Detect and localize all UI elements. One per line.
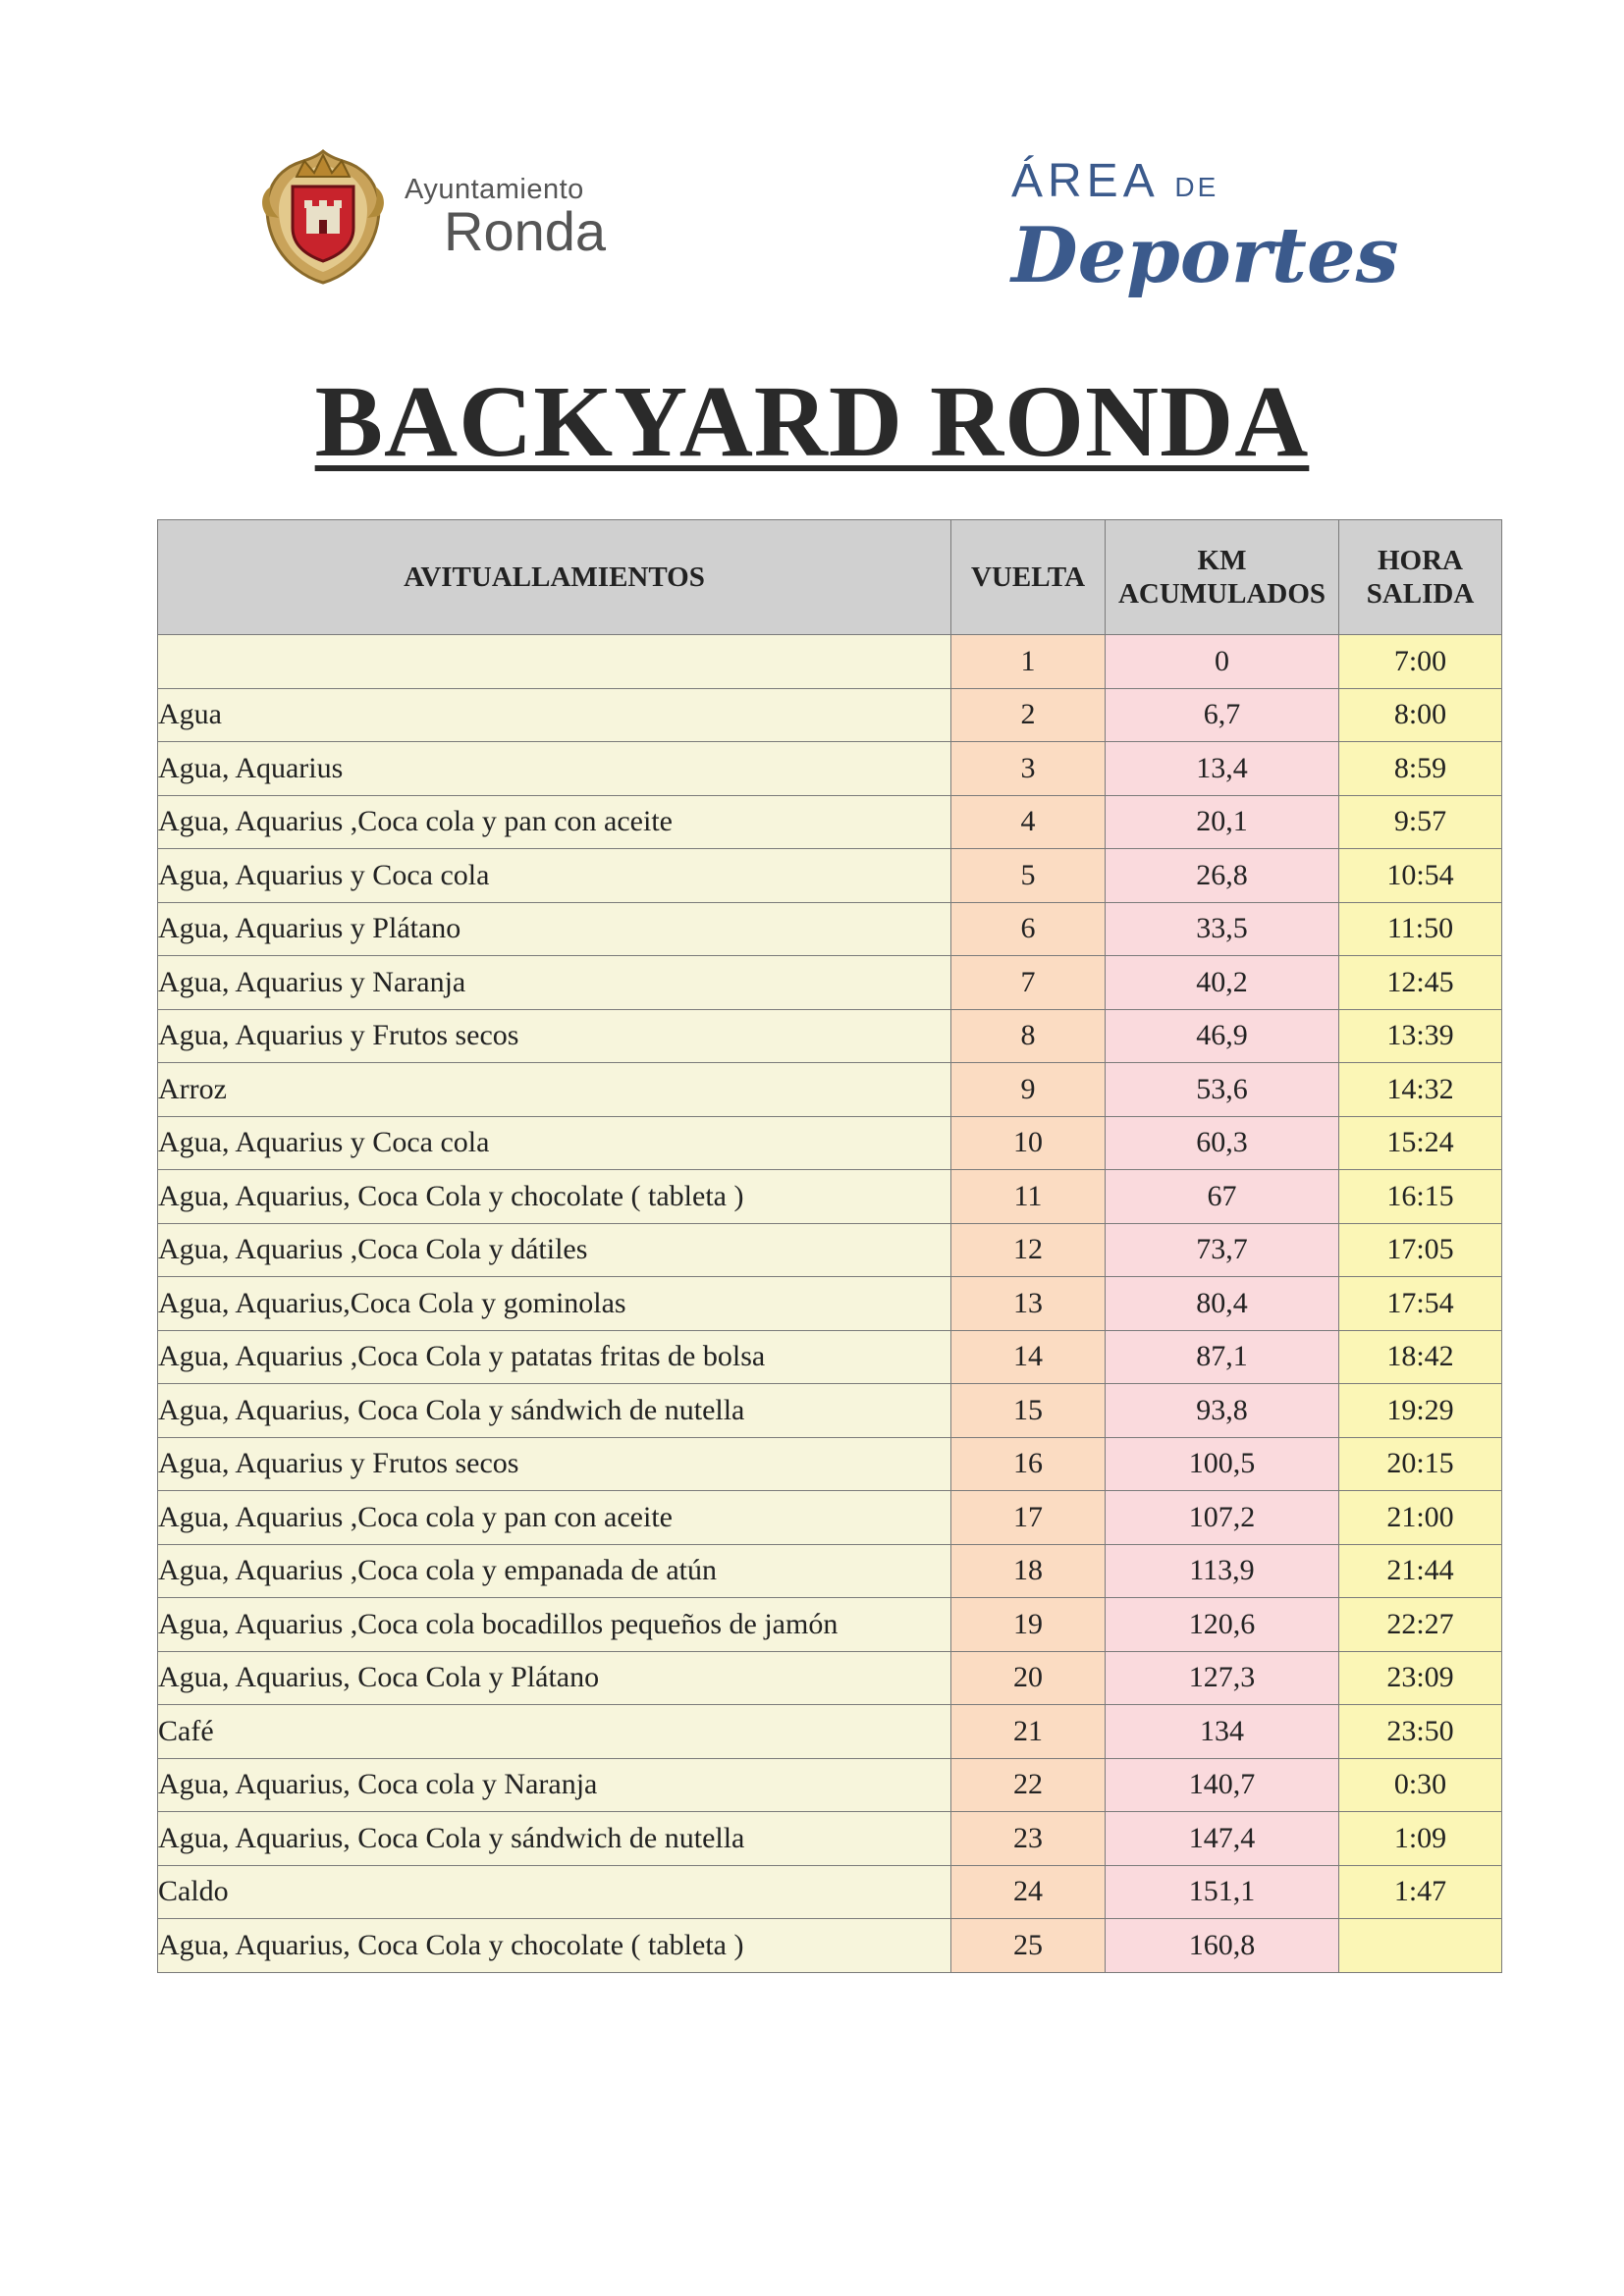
cell-lap: 9 bbox=[951, 1063, 1106, 1117]
table-row bbox=[158, 1865, 1502, 1919]
table-row bbox=[158, 1116, 1502, 1170]
cell-food: Agua, Aquarius y Frutos secos bbox=[158, 1009, 951, 1063]
cell-km: 80,4 bbox=[1106, 1277, 1339, 1331]
ayuntamiento-ronda-logo bbox=[257, 147, 670, 285]
table-row bbox=[158, 1812, 1502, 1866]
deportes-label: Deportes bbox=[1011, 211, 1399, 300]
cell-hour: 20:15 bbox=[1339, 1437, 1502, 1491]
cell-lap: 8 bbox=[951, 1009, 1106, 1063]
cell-hour bbox=[1339, 1919, 1502, 1973]
cell-hour: 19:29 bbox=[1339, 1384, 1502, 1438]
cell-food: Agua, Aquarius y Coca cola bbox=[158, 1116, 951, 1170]
cell-lap: 22 bbox=[951, 1758, 1106, 1812]
cell-lap: 25 bbox=[951, 1919, 1106, 1973]
cell-hour: 16:15 bbox=[1339, 1170, 1502, 1224]
header-hour-line2: SALIDA bbox=[1366, 578, 1475, 610]
cell-km: 46,9 bbox=[1106, 1009, 1339, 1063]
cell-km: 67 bbox=[1106, 1170, 1339, 1224]
cell-hour: 18:42 bbox=[1339, 1330, 1502, 1384]
header-km-line2: ACUMULADOS bbox=[1117, 578, 1326, 610]
area-deportes-logo bbox=[1011, 155, 1424, 300]
cell-km: 93,8 bbox=[1106, 1384, 1339, 1438]
cell-km: 151,1 bbox=[1106, 1865, 1339, 1919]
cell-hour: 0:30 bbox=[1339, 1758, 1502, 1812]
cell-lap: 6 bbox=[951, 902, 1106, 956]
de-word: DE bbox=[1174, 172, 1219, 202]
cell-km: 107,2 bbox=[1106, 1491, 1339, 1545]
cell-food: Agua, Aquarius bbox=[158, 742, 951, 796]
cell-hour: 15:24 bbox=[1339, 1116, 1502, 1170]
cell-lap: 23 bbox=[951, 1812, 1106, 1866]
cell-lap: 20 bbox=[951, 1651, 1106, 1705]
cell-hour: 21:00 bbox=[1339, 1491, 1502, 1545]
table-row bbox=[158, 1330, 1502, 1384]
cell-food bbox=[158, 635, 951, 689]
cell-lap: 16 bbox=[951, 1437, 1106, 1491]
cell-hour: 11:50 bbox=[1339, 902, 1502, 956]
cell-food: Agua, Aquarius ,Coca cola y empanada de atún bbox=[158, 1544, 951, 1598]
header-food bbox=[158, 520, 951, 635]
cell-lap: 15 bbox=[951, 1384, 1106, 1438]
cell-hour: 7:00 bbox=[1339, 635, 1502, 689]
table-row bbox=[158, 1063, 1502, 1117]
cell-food: Agua, Aquarius, Coca Cola y chocolate ( tableta ) bbox=[158, 1919, 951, 1973]
cell-lap: 18 bbox=[951, 1544, 1106, 1598]
cell-km: 40,2 bbox=[1106, 956, 1339, 1010]
cell-hour: 17:54 bbox=[1339, 1277, 1502, 1331]
cell-lap: 5 bbox=[951, 849, 1106, 903]
cell-food: Café bbox=[158, 1705, 951, 1759]
cell-km: 113,9 bbox=[1106, 1544, 1339, 1598]
cell-km: 20,1 bbox=[1106, 795, 1339, 849]
cell-food: Arroz bbox=[158, 1063, 951, 1117]
cell-food: Agua, Aquarius, Coca cola y Naranja bbox=[158, 1758, 951, 1812]
ronda-label: Ronda bbox=[444, 200, 607, 262]
table-row bbox=[158, 1170, 1502, 1224]
cell-km: 100,5 bbox=[1106, 1437, 1339, 1491]
cell-hour: 23:50 bbox=[1339, 1705, 1502, 1759]
table-row bbox=[158, 1437, 1502, 1491]
cell-km: 33,5 bbox=[1106, 902, 1339, 956]
cell-km: 127,3 bbox=[1106, 1651, 1339, 1705]
cell-lap: 7 bbox=[951, 956, 1106, 1010]
table-row bbox=[158, 1598, 1502, 1652]
cell-food: Agua, Aquarius, Coca Cola y chocolate ( tableta ) bbox=[158, 1170, 951, 1224]
cell-hour: 1:47 bbox=[1339, 1865, 1502, 1919]
cell-km: 13,4 bbox=[1106, 742, 1339, 796]
cell-lap: 10 bbox=[951, 1116, 1106, 1170]
cell-food: Agua, Aquarius, Coca Cola y sándwich de nutella bbox=[158, 1812, 951, 1866]
cell-food: Agua, Aquarius ,Coca cola bocadillos pequeños de jamón bbox=[158, 1598, 951, 1652]
cell-hour: 10:54 bbox=[1339, 849, 1502, 903]
ronda-crest-icon bbox=[257, 147, 390, 285]
cell-km: 87,1 bbox=[1106, 1330, 1339, 1384]
table-row bbox=[158, 956, 1502, 1010]
table-row bbox=[158, 1544, 1502, 1598]
cell-food: Agua, Aquarius, Coca Cola y Plátano bbox=[158, 1651, 951, 1705]
cell-hour: 1:09 bbox=[1339, 1812, 1502, 1866]
cell-lap: 3 bbox=[951, 742, 1106, 796]
cell-hour: 13:39 bbox=[1339, 1009, 1502, 1063]
header-lap-label: VUELTA bbox=[970, 561, 1086, 593]
cell-lap: 21 bbox=[951, 1705, 1106, 1759]
cell-lap: 11 bbox=[951, 1170, 1106, 1224]
cell-lap: 12 bbox=[951, 1223, 1106, 1277]
cell-food: Caldo bbox=[158, 1865, 951, 1919]
cell-km: 73,7 bbox=[1106, 1223, 1339, 1277]
cell-food: Agua bbox=[158, 688, 951, 742]
cell-food: Agua, Aquarius y Plátano bbox=[158, 902, 951, 956]
cell-lap: 4 bbox=[951, 795, 1106, 849]
table-row bbox=[158, 1705, 1502, 1759]
area-label bbox=[1011, 157, 1424, 212]
ayuntamiento-label: Ayuntamiento bbox=[405, 174, 584, 205]
cell-hour: 8:59 bbox=[1339, 742, 1502, 796]
cell-lap: 24 bbox=[951, 1865, 1106, 1919]
table-row bbox=[158, 849, 1502, 903]
page-title bbox=[0, 363, 1624, 480]
cell-hour: 9:57 bbox=[1339, 795, 1502, 849]
cell-km: 6,7 bbox=[1106, 688, 1339, 742]
cell-km: 120,6 bbox=[1106, 1598, 1339, 1652]
header-hour-line1: HORA bbox=[1378, 545, 1463, 576]
header-km-line1: KM bbox=[1197, 545, 1247, 576]
cell-km: 0 bbox=[1106, 635, 1339, 689]
header-food-label: AVITUALLAMIENTOS bbox=[404, 561, 705, 593]
table-row bbox=[158, 902, 1502, 956]
area-word: ÁREA bbox=[1011, 155, 1158, 207]
header-hour bbox=[1339, 520, 1502, 635]
supply-schedule-table bbox=[157, 519, 1502, 1973]
table-row bbox=[158, 1009, 1502, 1063]
cell-lap: 17 bbox=[951, 1491, 1106, 1545]
cell-food: Agua, Aquarius y Coca cola bbox=[158, 849, 951, 903]
table-row bbox=[158, 1919, 1502, 1973]
table-row bbox=[158, 1651, 1502, 1705]
table-row bbox=[158, 1223, 1502, 1277]
cell-food: Agua, Aquarius y Naranja bbox=[158, 956, 951, 1010]
header-lap bbox=[951, 520, 1106, 635]
cell-food: Agua, Aquarius y Frutos secos bbox=[158, 1437, 951, 1491]
cell-food: Agua, Aquarius ,Coca cola y pan con aceite bbox=[158, 795, 951, 849]
cell-lap: 1 bbox=[951, 635, 1106, 689]
table-row bbox=[158, 742, 1502, 796]
cell-km: 147,4 bbox=[1106, 1812, 1339, 1866]
cell-lap: 14 bbox=[951, 1330, 1106, 1384]
cell-km: 140,7 bbox=[1106, 1758, 1339, 1812]
cell-hour: 23:09 bbox=[1339, 1651, 1502, 1705]
table-row bbox=[158, 1384, 1502, 1438]
cell-km: 53,6 bbox=[1106, 1063, 1339, 1117]
table-row bbox=[158, 635, 1502, 689]
cell-hour: 8:00 bbox=[1339, 688, 1502, 742]
cell-km: 160,8 bbox=[1106, 1919, 1339, 1973]
cell-hour: 22:27 bbox=[1339, 1598, 1502, 1652]
ayuntamiento-wordmark bbox=[405, 174, 607, 262]
table-row bbox=[158, 1277, 1502, 1331]
cell-food: Agua, Aquarius ,Coca Cola y dátiles bbox=[158, 1223, 951, 1277]
cell-hour: 21:44 bbox=[1339, 1544, 1502, 1598]
cell-lap: 2 bbox=[951, 688, 1106, 742]
cell-food: Agua, Aquarius, Coca Cola y sándwich de nutella bbox=[158, 1384, 951, 1438]
cell-hour: 12:45 bbox=[1339, 956, 1502, 1010]
cell-hour: 14:32 bbox=[1339, 1063, 1502, 1117]
table-row bbox=[158, 1491, 1502, 1545]
table-row bbox=[158, 688, 1502, 742]
cell-lap: 19 bbox=[951, 1598, 1106, 1652]
cell-hour: 17:05 bbox=[1339, 1223, 1502, 1277]
cell-food: Agua, Aquarius,Coca Cola y gominolas bbox=[158, 1277, 951, 1331]
table-row bbox=[158, 795, 1502, 849]
page-title-text: BACKYARD RONDA bbox=[314, 365, 1310, 478]
cell-km: 26,8 bbox=[1106, 849, 1339, 903]
cell-food: Agua, Aquarius ,Coca Cola y patatas fritas de bolsa bbox=[158, 1330, 951, 1384]
cell-km: 60,3 bbox=[1106, 1116, 1339, 1170]
table-body bbox=[158, 635, 1502, 1973]
cell-km: 134 bbox=[1106, 1705, 1339, 1759]
cell-food: Agua, Aquarius ,Coca cola y pan con aceite bbox=[158, 1491, 951, 1545]
cell-lap: 13 bbox=[951, 1277, 1106, 1331]
header-km bbox=[1106, 520, 1339, 635]
table-header-row bbox=[158, 520, 1502, 635]
table-row bbox=[158, 1758, 1502, 1812]
